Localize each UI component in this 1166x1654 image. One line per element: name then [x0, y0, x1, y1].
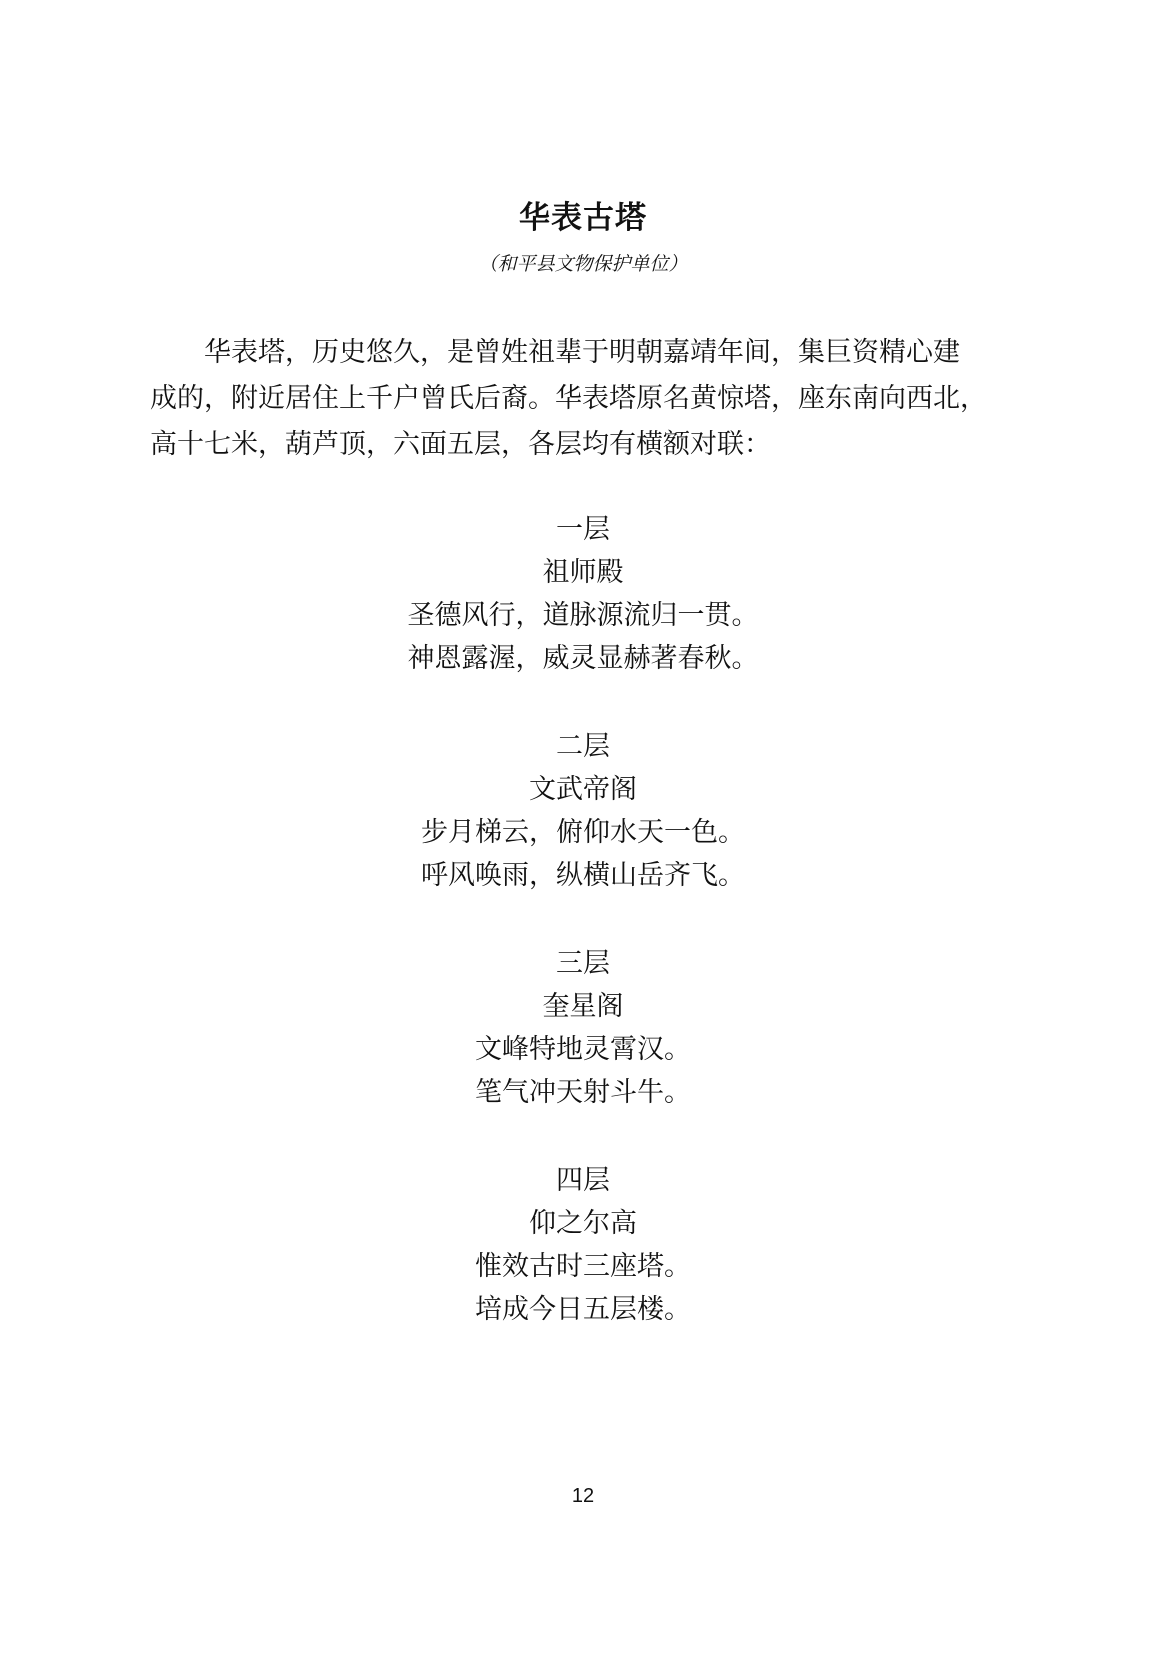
floor-block-1 — [0, 508, 1166, 680]
couplet-line: 文峰特地灵霄汉。 — [475, 1034, 691, 1065]
floor-level: 四层 — [556, 1165, 610, 1196]
floor-name: 文武帝阁 — [529, 774, 637, 805]
couplet-line: 惟效古时三座塔。 — [475, 1251, 691, 1282]
page-subtitle: （和平县文物保护单位） — [478, 253, 688, 275]
intro-paragraph — [150, 330, 1020, 468]
intro-line: 高十七米，葫芦顶，六面五层，各层均有横额对联： — [150, 429, 771, 460]
floors-section — [0, 508, 1166, 1376]
floor-block-4 — [0, 1159, 1166, 1331]
couplet-line: 步月梯云，俯仰水天一色。 — [421, 817, 745, 848]
floor-block-3 — [0, 942, 1166, 1114]
intro-line: 华表塔，历史悠久，是曾姓祖辈于明朝嘉靖年间，集巨资精心建 — [204, 337, 960, 368]
couplet-line: 神恩露渥，威灵显赫著春秋。 — [407, 643, 759, 674]
floor-name: 祖师殿 — [542, 557, 624, 588]
floor-level: 一层 — [556, 514, 610, 545]
couplet-line: 笔气冲天射斗牛。 — [475, 1077, 691, 1108]
couplet-line: 培成今日五层楼。 — [475, 1294, 691, 1325]
floor-level: 三层 — [556, 948, 610, 979]
floor-block-2 — [0, 725, 1166, 897]
intro-line: 成的，附近居住上千户曾氏后裔。华表塔原名黄惊塔，座东南向西北， — [150, 383, 987, 414]
floor-name: 奎星阁 — [542, 991, 624, 1022]
couplet-line: 呼风唤雨，纵横山岳齐飞。 — [421, 860, 745, 891]
floor-level: 二层 — [556, 731, 610, 762]
couplet-line: 圣德风行，道脉源流归一贯。 — [407, 600, 759, 631]
page-title: 华表古塔 — [519, 200, 647, 236]
floor-name: 仰之尔高 — [529, 1208, 637, 1239]
page-number: 12 — [571, 1485, 595, 1507]
